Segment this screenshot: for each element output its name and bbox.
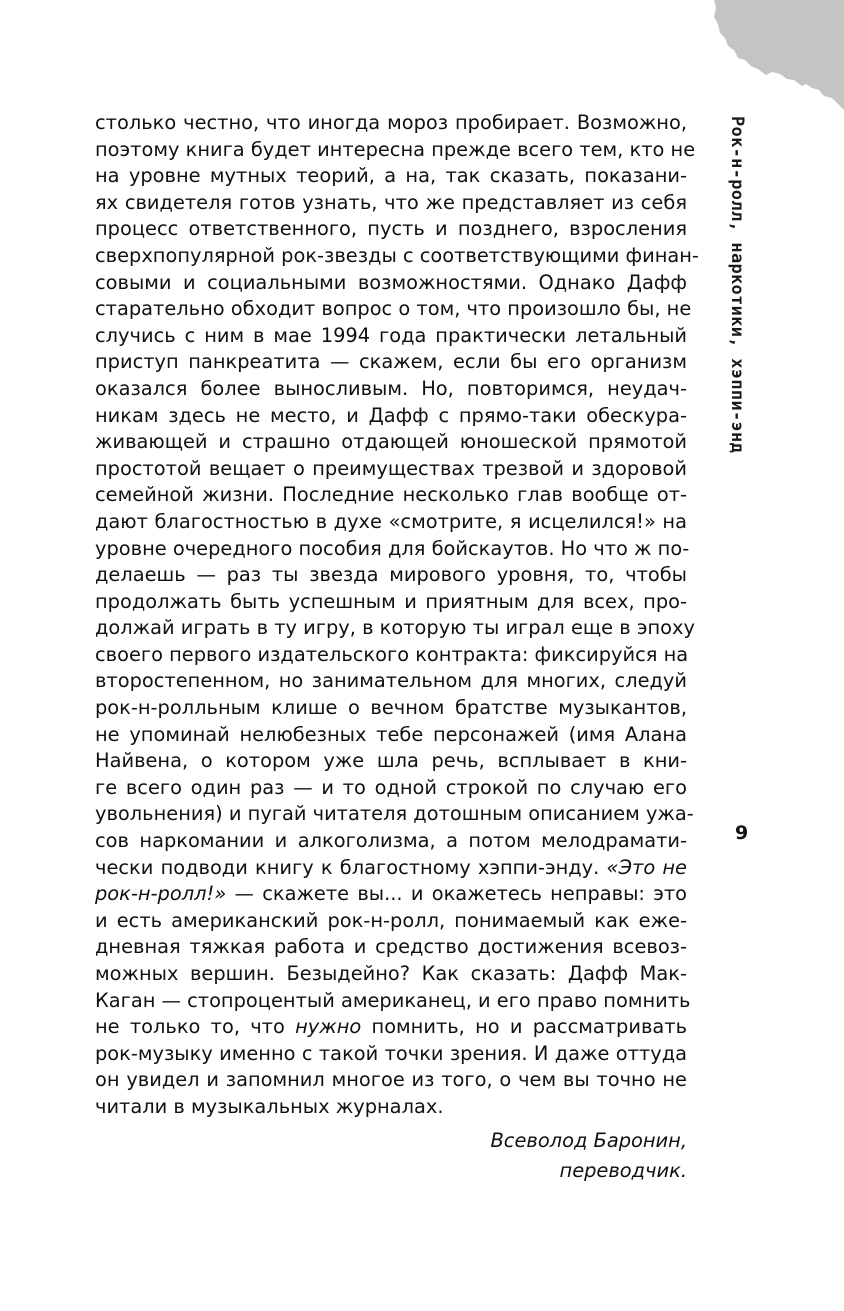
text-line: рок-н-ролльным клише о вечном братстве музыкантов, — [95, 696, 687, 720]
italic-quote-start: «Это не — [606, 855, 687, 879]
body-text — [95, 110, 699, 1186]
text-line: столько честно, что иногда мороз пробирает. Возможно, — [95, 111, 687, 134]
text-line: не упоминай нелюбезных тебе персонажей (имя Алана — [95, 722, 687, 746]
text-line: рок-музыку именно с такой точки зрения. И даже оттуда — [95, 1041, 687, 1065]
italic-quote-end: рок-н-ролл!» — [95, 882, 227, 906]
italic-word: нужно — [295, 1015, 362, 1039]
text-line: приступ панкреатита — скажем, если бы его организм — [95, 350, 687, 374]
text-line: второстепенном, но занимательном для многих, следуй — [95, 669, 687, 693]
text-line: ге всего один раз — и то одной строкой по случаю его — [95, 775, 687, 799]
text-line-with-quote — [95, 855, 687, 882]
text-line-part: не только то, что — [95, 1015, 285, 1039]
text-line: простотой вещает о преимуществах трезвой и здоровой — [95, 456, 687, 480]
text-line: оказался более выносливым. Но, повторимся, неудач- — [95, 376, 687, 400]
text-line-part: чески подводи книгу к благостному хэппи-энду. — [95, 855, 600, 879]
signature-role: переводчик. — [559, 1158, 687, 1182]
text-line: совыми и социальными возможностями. Однако Дафф — [95, 270, 687, 294]
text-line: старательно обходит вопрос о том, что произошло бы, не — [95, 297, 692, 321]
text-line: продолжать быть успешным и приятным для всех, про- — [95, 589, 687, 613]
text-line: случись с ним в мае 1994 года практически летальный — [95, 323, 687, 347]
page-number: 9 — [735, 822, 749, 844]
text-line: он увидел и запомнил многое из того, о чем вы точно не — [95, 1068, 687, 1092]
text-line-part: помнить, но и рассматривать — [361, 1015, 687, 1039]
text-line: семейной жизни. Последние несколько глав вообще от- — [95, 483, 687, 507]
text-line: своего первого издательского контракта: фиксируйся на — [95, 642, 689, 666]
text-line: Каган — стопроцентый американец, и его право помнить — [95, 988, 691, 1012]
text-line: уровне очередного пособия для бойскаутов. Но что ж по- — [95, 536, 690, 560]
text-line: делаешь — раз ты звезда мирового уровня, то, чтобы — [95, 563, 687, 587]
text-line: поэтому книга будет интересна прежде всего тем, кто не — [95, 137, 696, 161]
text-line-with-italic-word — [95, 1014, 687, 1041]
text-line: живающей и страшно отдающей юношеской прямотой — [95, 430, 687, 454]
signature-name: Всеволод Баронин, — [490, 1128, 687, 1152]
text-line: читали в музыкальных журналах. — [95, 1094, 444, 1118]
text-line: сов наркомании и алкоголизма, а потом мелодрамати- — [95, 829, 687, 853]
text-line: дают благостностью в духе «смотрите, я исцелился!» на — [95, 509, 687, 533]
text-line: никам здесь не место, и Дафф с прямо-таки обескура- — [95, 403, 687, 427]
torn-paper-corner — [654, 0, 844, 110]
text-line: Найвена, о котором уже шла речь, всплывает в кни- — [95, 749, 687, 773]
text-line: на уровне мутных теорий, а на, так сказать, показани- — [95, 164, 687, 188]
text-line: ях свидетеля готов узнать, что же представляет из себя — [95, 190, 687, 214]
text-line: сверхпопулярной рок-звезды с соответствующими финан- — [95, 243, 699, 267]
text-line: дневная тяжкая работа и средство достижения всевоз- — [95, 935, 687, 959]
text-line: процесс ответственного, пусть и позднего, взросления — [95, 217, 687, 241]
running-head-text: Рок-н-ролл, наркотики, хэппи-энд — [727, 116, 747, 454]
text-line-with-quote-end — [95, 881, 687, 908]
text-line: и есть американский рок-н-ролл, понимаемый как еже- — [95, 908, 687, 932]
running-head — [720, 116, 754, 468]
text-line: можных вершин. Безыдейно? Как сказать: Дафф Мак- — [95, 962, 687, 985]
text-line: должай играть в ту игру, в которую ты играл еще в эпоху — [95, 616, 695, 640]
text-line-part: — скажете вы... и окажетесь неправы: это — [226, 882, 687, 906]
text-line: увольнения) и пугай читателя дотошным описанием ужа- — [95, 802, 694, 826]
